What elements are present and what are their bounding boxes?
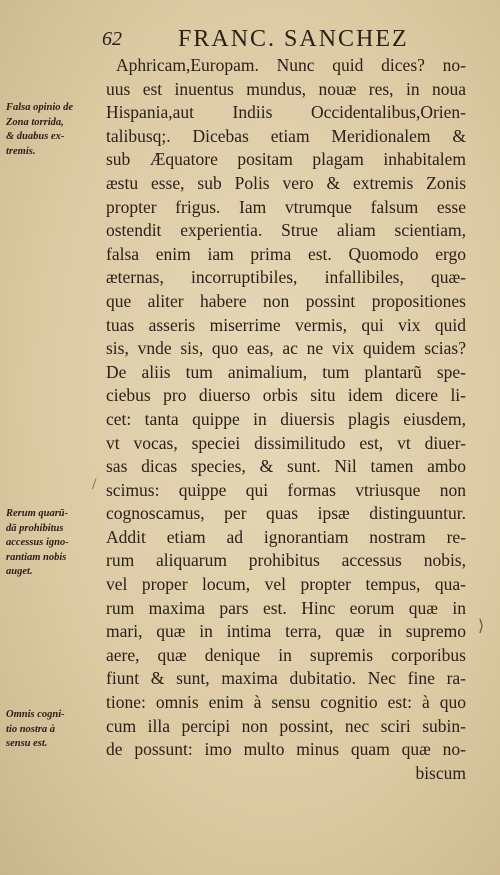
text-line: scimus: quippe qui formas vtriusque non [106, 479, 466, 500]
text-line: fiunt & sunt, maxima dubitatio. Nec fine ra- [106, 668, 466, 689]
marginal-note-line: auget. [6, 566, 33, 577]
marginal-note-line: accessus igno- [6, 537, 69, 548]
text-line: uus est inuentus mundus, nouæ res, in noua [106, 78, 466, 99]
running-head: FRANC. SANCHEZ [178, 26, 409, 52]
ink-mark: / [92, 476, 97, 493]
text-line: Hispania,aut Indiis Occidentalibus,Orien- [106, 102, 466, 123]
text-line: æternas, incorruptibiles, infallibiles, quæ- [106, 267, 466, 288]
marginal-note-zona-torrida [6, 101, 100, 159]
text-line: talibusq;. Dicebas etiam Meridionalem & [106, 125, 466, 146]
text-line: sas dicas species, & sunt. Nil tamen ambo [106, 456, 466, 477]
marginal-note-line: Rerum quarū- [6, 508, 69, 519]
main-text-block [106, 54, 466, 785]
text-line: sis, vnde sis, quo eas, ac ne vix quidem scias? [106, 338, 466, 359]
text-line: ostendit experientia. Strue aliam scientiam, [106, 220, 466, 241]
text-line: de possunt: imo multo minus quam quæ no- [106, 739, 466, 760]
marginal-note-line: & duabus ex- [6, 131, 65, 142]
text-line: rum maxima pars est. Hinc eorum quæ in [106, 597, 466, 618]
marginal-note-line: Zona torrida, [6, 116, 64, 128]
catchword: biscum [415, 762, 466, 783]
text-line: mari, quæ in intima terra, quæ in supremo [106, 621, 466, 642]
marginal-note-line: tio nostra à [6, 723, 56, 735]
text-line: æstu esse, sub Polis vero & extremis Zonis [106, 172, 466, 193]
text-line: aere, quæ denique in supremis corporibus [106, 644, 466, 665]
text-line: Addit etiam ad ignorantiam nostram re- [106, 526, 466, 547]
marginal-note-line: dā prohibitus [6, 522, 64, 534]
marginal-note-line: Omnis cogni- [6, 709, 65, 720]
text-line: sub Æquatore positam plagam inhabitalem [106, 149, 466, 170]
marginal-note-line: tremis. [6, 145, 36, 157]
marginal-note-line: rantiam nobis [6, 551, 67, 563]
text-line: que aliter habere non possint propositiones [106, 290, 466, 311]
text-line: De aliis tum animalium, tum plantarũ spe- [106, 361, 466, 382]
page-header [0, 26, 500, 54]
text-line: vel proper locum, vel propter tempus, qua- [106, 574, 466, 595]
text-line: cognoscamus, per quas ipsæ distinguuntur. [106, 503, 466, 524]
text-line: tuas asseris miserrime vermis, qui vix quid [106, 314, 466, 335]
text-line: tione: omnis enim à sensu cognitio est: à quo [106, 692, 466, 713]
ink-mark: ⟩ [478, 618, 485, 635]
marginal-note-line: Falsa opinio de [6, 102, 74, 113]
text-line: falsa enim iam prima est. Quomodo ergo [106, 243, 466, 264]
text-line: rum aliquarum prohibitus accessus nobis, [106, 550, 466, 571]
text-line: cum illa percipi non possint, nec sciri subin- [106, 715, 466, 736]
text-line: propter frigus. Iam vtrumque falsum esse [106, 196, 466, 217]
text-line: vt vocas, speciei dissimilitudo est, vt diuer- [106, 432, 466, 453]
text-line: cet: tanta quippe in diuersis plagis eiusdem, [106, 408, 466, 429]
text-line: Aphricam,Europam. Nunc quid dices? no- [116, 55, 466, 75]
page-number: 62 [102, 28, 122, 50]
marginal-note-sensus [6, 708, 100, 752]
marginal-note-accessus [6, 507, 100, 580]
text-line: ciebus pro diuerso orbis situ idem dicere li- [106, 385, 466, 406]
marginal-note-line: sensu est. [6, 738, 48, 749]
